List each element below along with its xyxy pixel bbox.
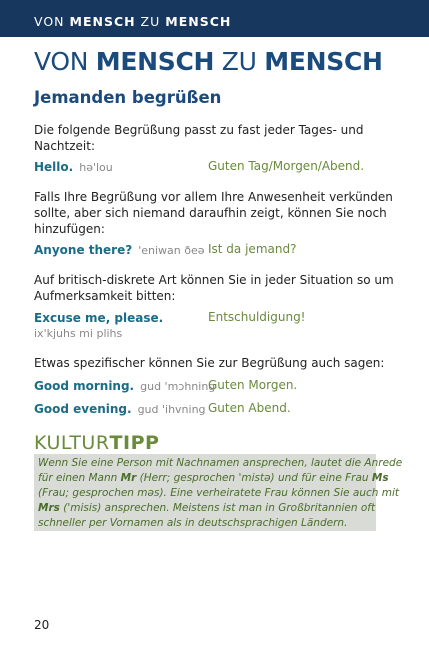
phrase-pronunciation: gud 'ihvning xyxy=(137,403,206,416)
title-mensch-2: MENSCH xyxy=(264,47,383,76)
tip-line xyxy=(38,471,389,486)
phrase-german: Guten Abend. xyxy=(208,401,291,415)
paragraph-line: hinzufügen: xyxy=(34,222,105,236)
paragraph-line: sollte, aber sich niemand daraufhin zeigt, können Sie noch xyxy=(34,206,387,220)
phrase-german: Guten Tag/Morgen/Abend. xyxy=(208,159,365,173)
tip-line xyxy=(38,501,376,516)
kulturtipp-title-part2: TIPP xyxy=(109,432,160,454)
phrase-row-good-evening xyxy=(34,401,206,418)
phrase-pronunciation: ix'kjuhs mi plihs xyxy=(34,327,123,340)
paragraph-line: Die folgende Begrüßung passt zu fast jeder Tages- und xyxy=(34,123,364,137)
phrase-english: Hello. xyxy=(34,160,74,174)
paragraph-line: Falls Ihre Begrüßung vor allem Ihre Anwesenheit verkünden xyxy=(34,190,393,204)
phrase-row-hello xyxy=(34,159,113,176)
title-von: VON xyxy=(34,47,96,76)
title-zu: ZU xyxy=(214,47,265,76)
title-mensch-1: MENSCH xyxy=(95,47,215,76)
phrase-pronunciation: hə'lou xyxy=(79,161,113,174)
paragraph-line: Auf britisch-diskrete Art können Sie in jeder Situation so um xyxy=(34,273,394,287)
paragraph-1 xyxy=(34,122,396,154)
phrase-pronunciation: gud 'mɔhning xyxy=(140,380,216,393)
paragraph-3 xyxy=(34,272,396,304)
phrase-german: Guten Morgen. xyxy=(208,378,298,392)
running-header-bar xyxy=(0,0,429,37)
tip-text: (Herr; gesprochen 'mistə) und für eine Frau xyxy=(136,472,372,484)
paragraph-line: Etwas spezifischer können Sie zur Begrüßung auch sagen: xyxy=(34,356,385,370)
tip-line: (Frau; gesprochen məs). Eine verheiratete Frau können Sie auch mit xyxy=(38,487,400,499)
running-header xyxy=(34,14,231,29)
page-title xyxy=(34,47,383,76)
phrase-english: Excuse me, please. xyxy=(34,311,164,325)
kulturtipp-box xyxy=(34,454,403,531)
paragraph-line: Nachtzeit: xyxy=(34,139,96,153)
tip-line: Wenn Sie eine Person mit Nachnamen ansprechen, lautet die Anrede xyxy=(38,457,403,469)
tip-text: für einen Mann xyxy=(38,472,121,484)
phrase-english: Good morning. xyxy=(34,379,135,393)
phrase-english: Good evening. xyxy=(34,402,132,416)
tip-text: ('misis) ansprechen. Meistens ist man in Großbritannien oft xyxy=(59,502,376,514)
phrase-english: Anyone there? xyxy=(34,243,133,257)
running-header-mensch-1: MENSCH xyxy=(69,14,136,29)
tip-line: schneller per Vornamen als in deutschsprachigen Ländern. xyxy=(38,517,348,529)
running-header-zu: ZU xyxy=(135,14,166,29)
kulturtipp-title xyxy=(34,432,159,454)
tip-term-mr: Mr xyxy=(120,472,137,484)
page-number: 20 xyxy=(34,618,50,632)
phrase-german: Ist da jemand? xyxy=(208,242,297,256)
running-header-von: VON xyxy=(34,14,70,29)
phrase-row-excuse-me xyxy=(34,310,163,326)
tip-term-mrs: Mrs xyxy=(38,502,60,514)
phrase-row-good-morning xyxy=(34,378,215,395)
phrase-german: Entschuldigung! xyxy=(208,310,306,324)
paragraph-line: Aufmerksamkeit bitten: xyxy=(34,289,176,303)
phrase-pronunciation: 'eniwan ðeə xyxy=(138,244,205,257)
phrase-row-anyone-there xyxy=(34,242,205,259)
kulturtipp-title-part1: KULTUR xyxy=(34,432,110,454)
paragraph-4 xyxy=(34,355,396,371)
running-header-mensch-2: MENSCH xyxy=(165,14,232,29)
paragraph-2 xyxy=(34,189,396,237)
tip-term-ms: Ms xyxy=(371,472,389,484)
section-heading: Jemanden begrüßen xyxy=(34,88,222,107)
